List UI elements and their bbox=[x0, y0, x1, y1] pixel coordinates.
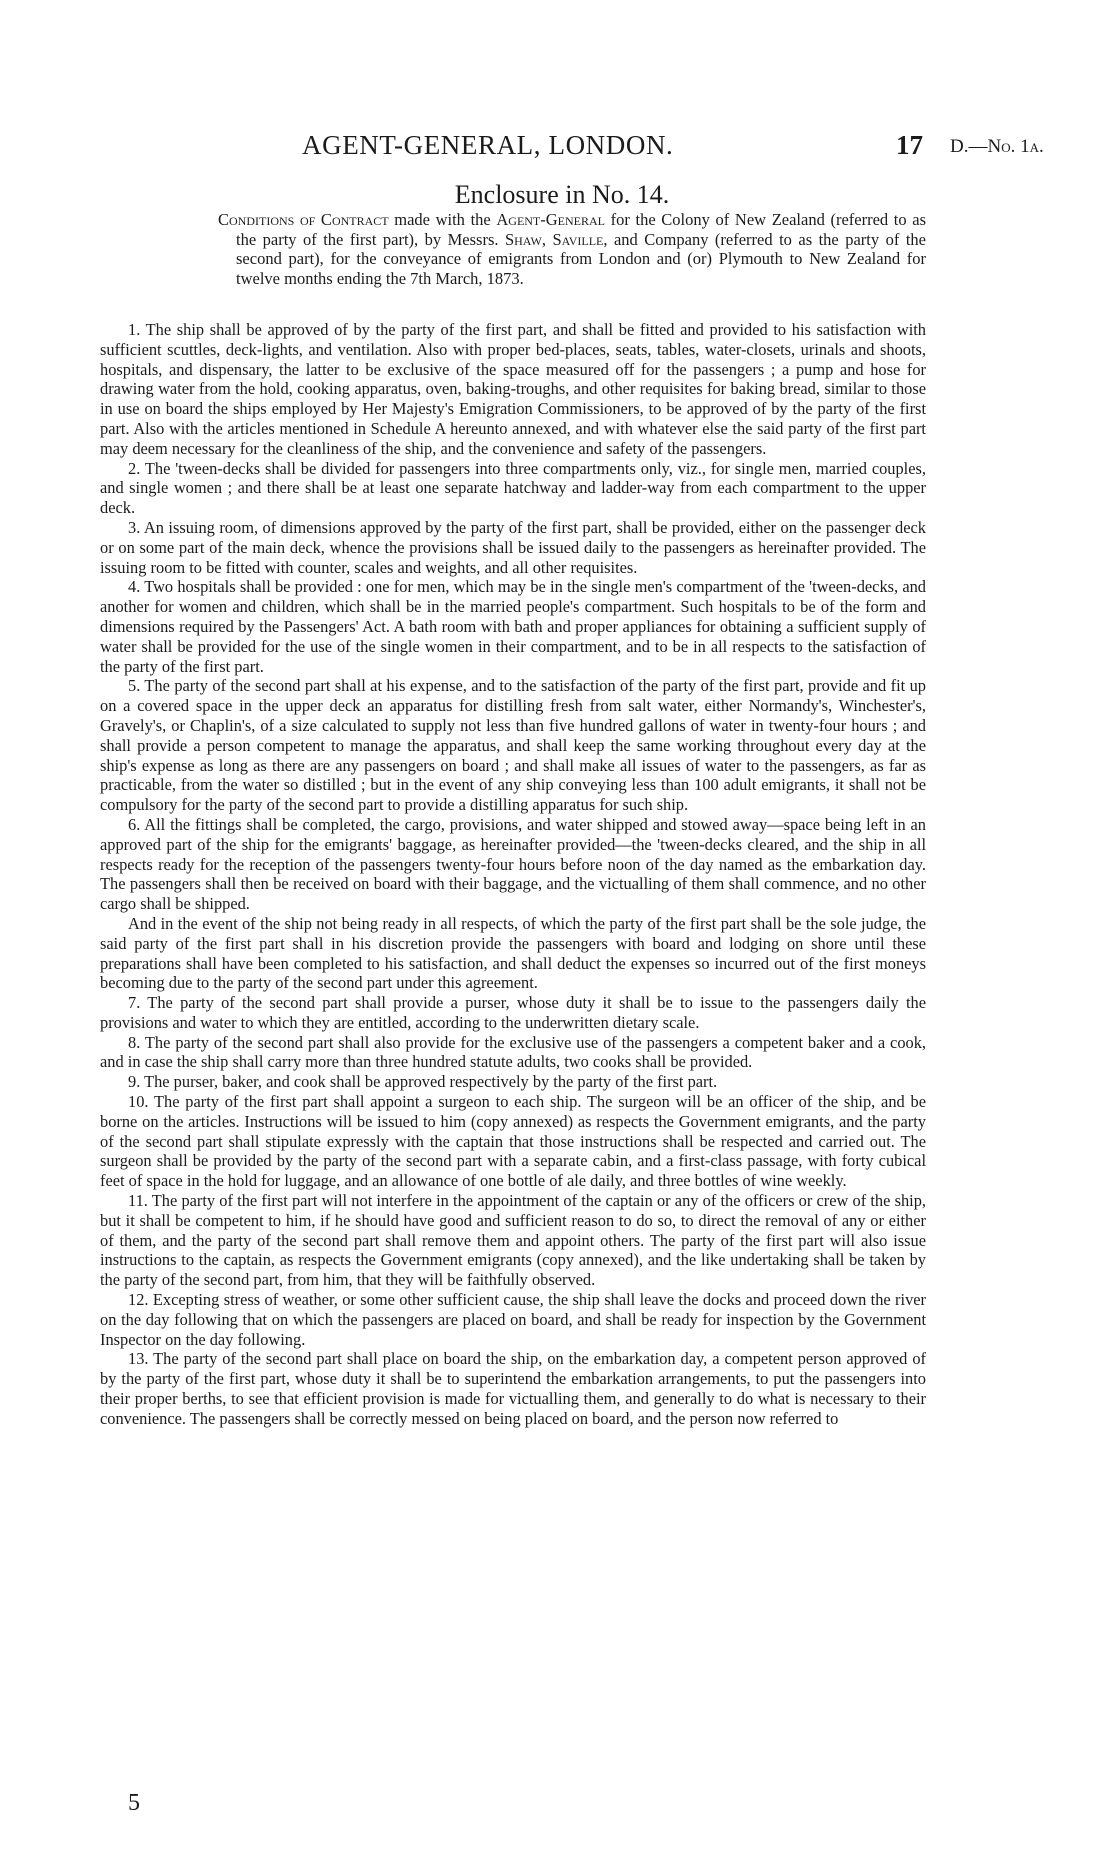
preamble-caps-1: Conditions of Contract bbox=[218, 210, 389, 229]
clause-paragraph: 3. An issuing room, of dimensions approved by the party of the first part, shall be provided, either on the passenger deck or on some part of the main deck, whence the provisions shall be issued daily to the passengers as hereinafter provided. The issuing room to be fitted with counter, scales and weights, and all other requisites. bbox=[100, 517, 926, 577]
clause-paragraph: 13. The party of the second part shall place on board the ship, on the embarkation day, a competent person approved of by the party of the first part, whose duty it shall be to superintend the embarkation arrangements, to put the passengers into their proper berths, to see that efficient provision is made for victualling them, and generally to do what is necessary to their convenience. The passengers shall be correctly messed on being placed on board, and the person now referred to bbox=[100, 1349, 926, 1428]
clause-paragraph: 4. Two hospitals shall be provided : one for men, which may be in the single men's compartment of the 'tween-decks, and another for women and children, which shall be in the married people's compartment. Such hospitals to be of the form and dimensions required by the Passengers' Act. A bath room with bath and proper appliances for obtaining a sufficient supply of water shall be provided for the use of the single women in their compartment, and to be in all respects to the satisfaction of the party of the first part. bbox=[100, 577, 926, 676]
preamble-caps-3: Shaw, Saville, bbox=[504, 229, 608, 249]
header-title: AGENT-GENERAL, LONDON. bbox=[302, 130, 674, 160]
printer-signature: 5 bbox=[128, 1790, 140, 1816]
contract-preamble bbox=[218, 210, 926, 288]
clause-paragraph: And in the event of the ship not being ready in all respects, of which the party of the first part shall be the sole judge, the said party of the first part shall in his discretion provide the passengers with board and lodging on shore until these preparations shall have been completed to his satisfaction, and shall deduct the expenses so incurred out of the first moneys becoming due to the party of the second part under this agreement. bbox=[100, 913, 926, 993]
running-header bbox=[0, 130, 1114, 164]
clause-paragraph: 7. The party of the second part shall provide a purser, whose duty it shall be to issue to the passengers daily the provisions and water to which they are entitled, according to the underwritten dietary scale. bbox=[100, 993, 926, 1032]
clause-paragraph: 8. The party of the second part shall also provide for the exclusive use of the passengers a competent baker and a cook, and in case the ship shall carry more than three hundred statute adults, two cooks shall be provided. bbox=[100, 1032, 926, 1072]
clause-paragraph: 2. The 'tween-decks shall be divided for passengers into three compartments only, viz., for single men, married couples, and single women ; and there shall be at least one separate hatchway and ladder-way from each compartment to the upper deck. bbox=[100, 458, 926, 518]
preamble-text-2: for the Colony of New Zealand (referred to as the party of the first part), by Messrs. bbox=[236, 210, 926, 249]
preamble-text-1: made with the bbox=[388, 210, 497, 229]
clause-paragraph: 5. The party of the second part shall at his expense, and to the satisfaction of the party of the first part, provide and fit up on a covered space in the upper deck an apparatus for distilling fresh from salt water, either Normandy's, Winchester's, Gravely's, or Chaplin's, of a size calculated to supply not less than five hundred gallons of water in twenty-four hours ; and shall provide a person competent to manage the apparatus, and shall keep the same working throughout every day at the ship's expense as long as there are any passengers on board ; and shall make all issues of water to the passengers, as far as practicable, from the water so distilled ; but in the event of any ship conveying less than 100 adult emigrants, it shall not be compulsory for the party of the second part to provide a distilling apparatus for such ship. bbox=[100, 676, 926, 815]
clause-paragraph: 6. All the fittings shall be completed, the cargo, provisions, and water shipped and stowed away—space being left in an approved part of the ship for the emigrants' baggage, as hereinafter provided—the 'tween-decks cleared, and the ship in all respects ready for the reception of the passengers twenty-four hours before noon of the day named as the embarkation day. The passengers shall then be received on board with their baggage, and the victualling of them shall commence, and no other cargo shall be shipped. bbox=[100, 814, 926, 914]
clause-paragraph: 9. The purser, baker, and cook shall be approved respectively by the party of the first part. bbox=[128, 1072, 718, 1092]
document-reference: D.—No. 1a. bbox=[950, 136, 1044, 157]
clause-paragraph: 12. Excepting stress of weather, or some other sufficient cause, the ship shall leave the docks and proceed down the river on the day following that on which the passengers are placed on board, and shall be ready for inspection by the Government Inspector on the day following. bbox=[100, 1290, 926, 1349]
contract-clauses bbox=[100, 320, 926, 1429]
page-number: 17 bbox=[896, 130, 923, 160]
enclosure-heading: Enclosure in No. 14. bbox=[454, 180, 670, 209]
preamble-text-3: and Company (referred to as the party of the second part), for the conveyance of emigrants from London and (or) Plymouth to New Zealand for twelve months ending the 7th March, 1873. bbox=[236, 229, 926, 288]
clause-paragraph: 1. The ship shall be approved of by the party of the first part, and shall be fitted and provided to his satisfaction with sufficient scuttles, deck-lights, and ventilation. Also with proper bed-places, seats, tables, water-closets, urinals and shoots, hospitals, and dispensary, the latter to be exclusive of the space measured off for the passengers ; a pump and hose for drawing water from the hold, cooking apparatus, oven, baking-troughs, and other requisites for baking bread, similar to those in use on board the ships employed by Her Majesty's Emigration Commissioners, to be approved of by the party of the first part. Also with the articles mentioned in Schedule A hereunto annexed, and with whatever else the said party of the first part may deem necessary for the cleanliness of the ship, and the convenience and safety of the passengers. bbox=[100, 320, 926, 458]
clause-paragraph: 10. The party of the first part shall appoint a surgeon to each ship. The surgeon will be an officer of the ship, and be borne on the articles. Instructions will be issued to him (copy annexed) as respects the Government emigrants, and the party of the second part shall stipulate expressly with the captain that those instructions shall be respected and carried out. The surgeon shall be provided by the party of the second part with a separate cabin, and a first-class passage, with forty cubical feet of space in the hold for luggage, and an allowance of one bottle of ale daily, and three bottles of wine weekly. bbox=[100, 1092, 926, 1191]
clause-paragraph: 11. The party of the first part will not interfere in the appointment of the captain or any of the officers or crew of the ship, but it shall be competent to him, if he should have good and sufficient reason to do so, to direct the removal of any or either of them, and the party of the second part shall remove them and appoint others. The party of the first part will also issue instructions to the captain, as respects the Government emigrants (copy annexed), and the like undertaking shall be taken by the party of the second part, from him, that they will be faithfully observed. bbox=[100, 1191, 926, 1290]
preamble-caps-2: Agent-General bbox=[496, 210, 606, 229]
